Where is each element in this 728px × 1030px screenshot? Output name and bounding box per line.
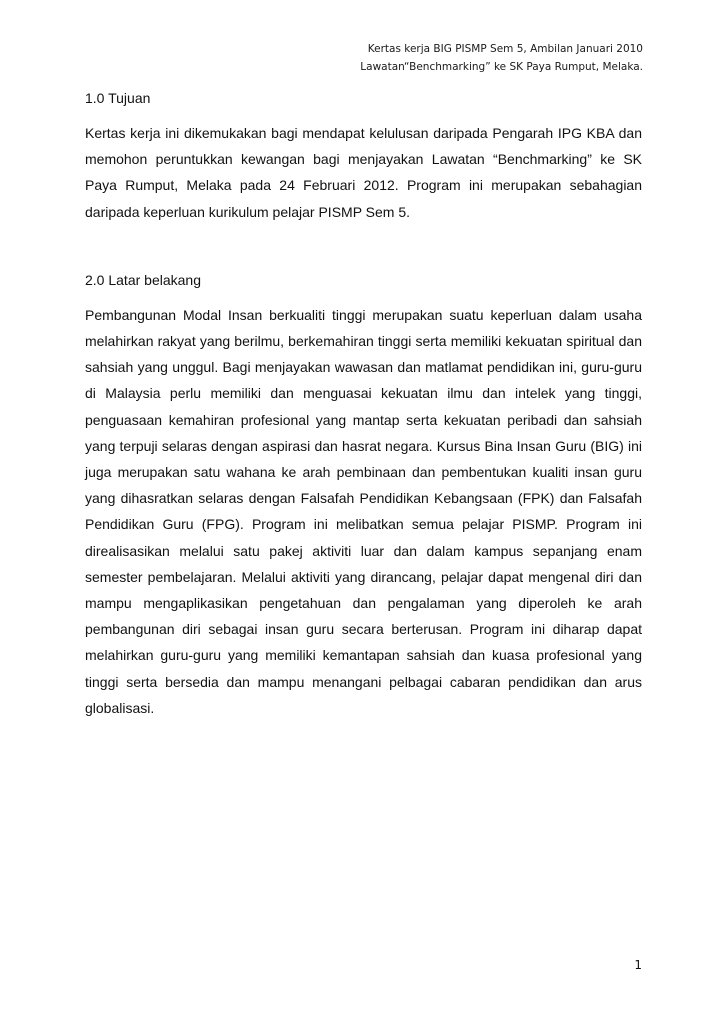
header-line-2: Lawatan“Benchmarking” ke SK Paya Rumput, Melaka. — [360, 61, 643, 73]
page-header — [360, 40, 643, 76]
section-paragraph-tujuan: Kertas kerja ini dikemukakan bagi mendapat kelulusan daripada Pengarah IPG KBA dan memohon peruntukkan kewangan bagi menjayakan Lawatan “Benchmarking” ke SK Paya Rumput, Melaka pada 24 Februari 2012. Program ini merupakan sebahagian daripada keperluan kurikulum pelajar PISMP Sem 5. — [85, 125, 642, 220]
section-heading-latar-belakang: 2.0 Latar belakang — [85, 271, 201, 288]
section-heading-tujuan: 1.0 Tujuan — [85, 90, 151, 106]
section-paragraph-latar-belakang: Pembangunan Modal Insan berkualiti tinggi merupakan suatu keperluan dalam usaha melahirkan rakyat yang berilmu, berkemahiran tinggi serta memiliki kekuatan spiritual dan sahsiah yang unggul. Bagi menjayakan wawasan dan matlamat pendidikan ini, guru-guru di Malaysia perlu memiliki dan menguasai kekuatan ilmu dan intelek yang tinggi, penguasaan kemahiran profesional yang mantap serta kekuatan peribadi dan sahsiah yang terpuji selaras dengan aspirasi dan hasrat negara. Kursus Bina Insan Guru (BIG) ini juga merupakan satu wahana ke arah pembinaan dan pembentukan kualiti insan guru yang dihasratkan selaras dengan Falsafah Pendidikan Kebangsaan (FPK) dan Falsafah Pendidikan Guru (FPG). Program ini melibatkan semua pelajar PISMP. Program ini direalisasikan melalui satu pakej aktiviti luar dan dalam kampus sepanjang enam semester pembelajaran. Melalui aktiviti yang dirancang, pelajar dapat mengenal diri dan mampu mengaplikasikan pengetahuan dan pengalaman yang diperoleh ke arah pembangunan diri sebagai insan guru secara berterusan. Program ini diharap dapat melahirkan guru-guru yang memiliki kemantapan sahsiah dan kuasa profesional yang tinggi serta bersedia dan mampu menangani pelbagai cabaran pendidikan dan arus globalisasi. — [85, 306, 642, 716]
header-line-1: Kertas kerja BIG PISMP Sem 5, Ambilan Januari 2010 — [367, 43, 643, 55]
page-number: 1 — [634, 958, 642, 972]
document-body — [85, 85, 642, 721]
